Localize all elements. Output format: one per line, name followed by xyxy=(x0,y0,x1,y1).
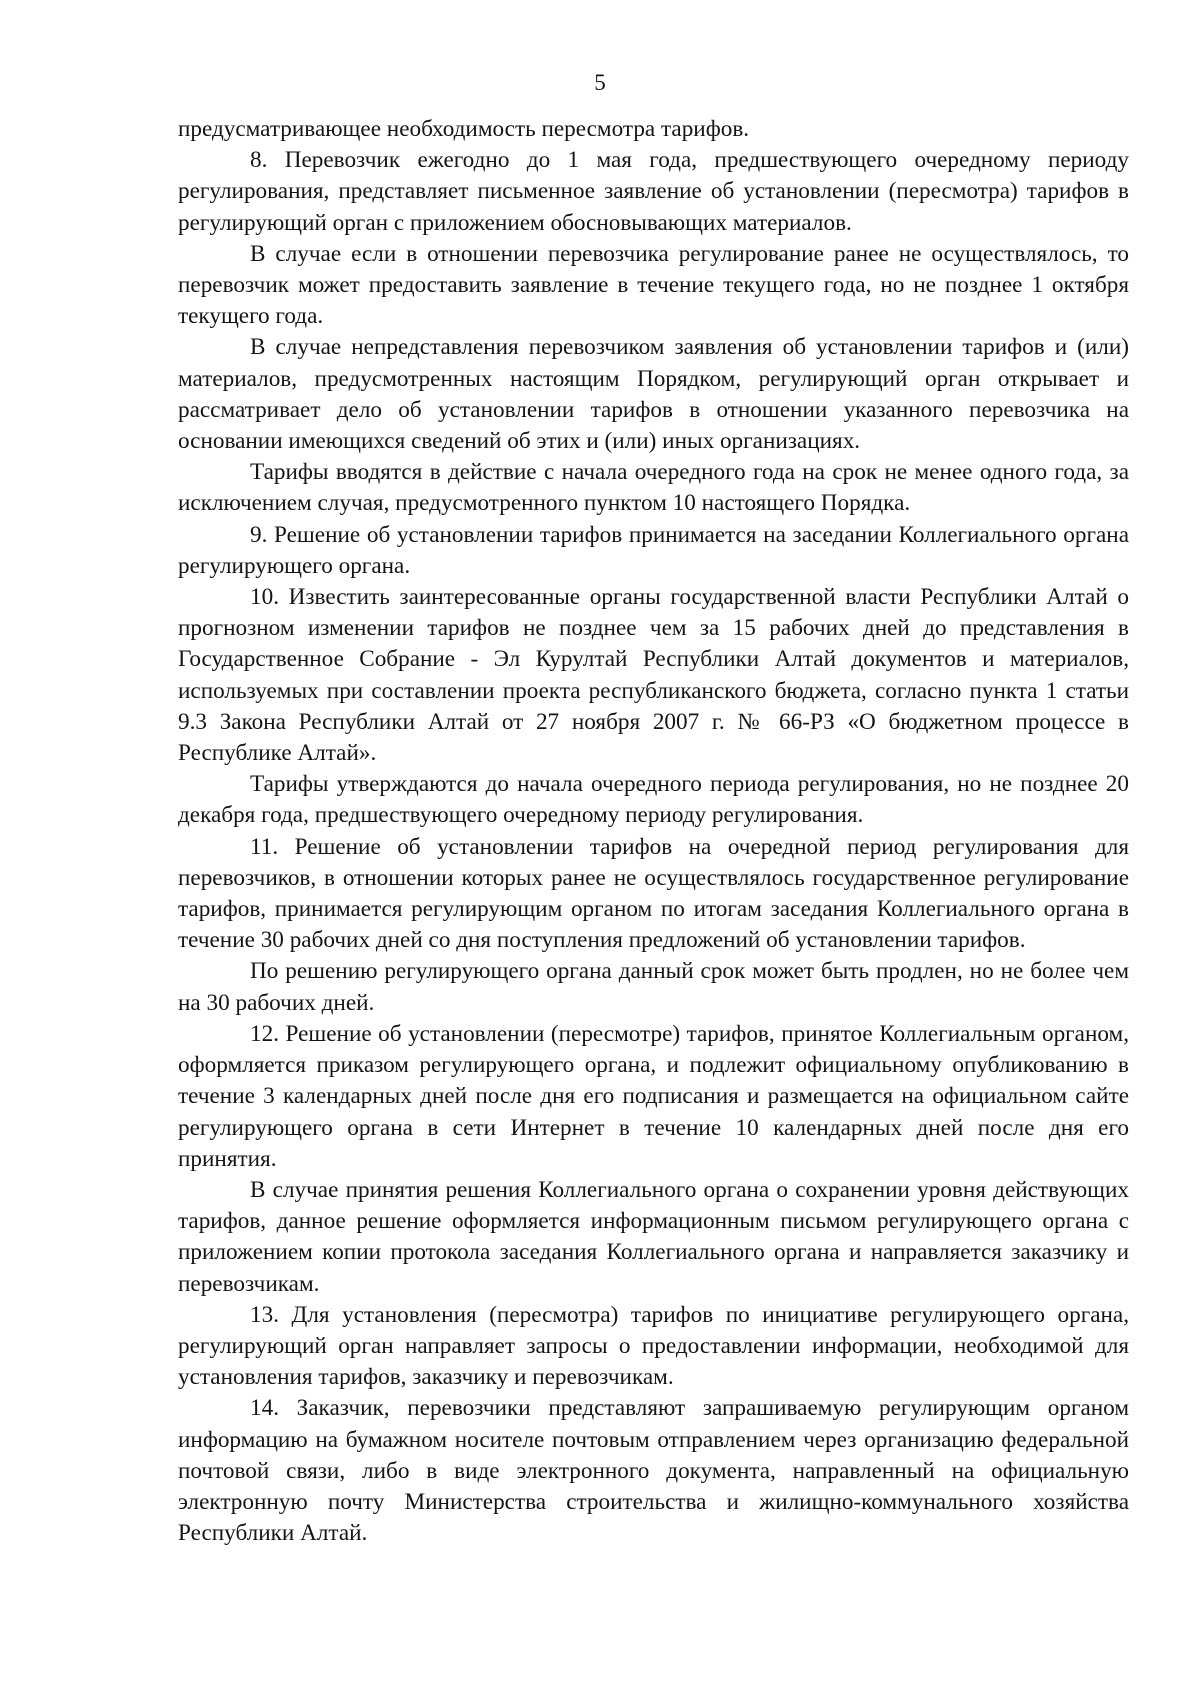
paragraph-item-13: 13. Для установления (пересмотра) тарифов по инициативе регулирующего органа, регулирующий орган направляет запросы о предоставлении информации, необходимой для установления тарифов, заказчику и перевозчикам. xyxy=(178,1301,1129,1391)
paragraph-item-11-extension: По решению регулирующего органа данный срок может быть продлен, но не более чем на 30 рабочих дней. xyxy=(178,958,1129,1016)
paragraph-item-8-no-application: В случае непредставления перевозчиком заявления об установлении тарифов и (или) материалов, предусмотренных настоящим Порядком, регулирующий орган открывает и рассматривает дело об установлении тарифов в отношении указанного перевозчика на основании имеющихся сведений об этих и (или) иных организациях. xyxy=(178,334,1129,455)
paragraph-item-8: 8. Перевозчик ежегодно до 1 мая года, предшествующего очередному периоду регулирования, представляет письменное заявление об установлении (пересмотра) тарифов в регулирующий орган с приложением обосновывающих материалов. xyxy=(178,147,1129,236)
paragraph-item-10-approval-deadline: Тарифы утверждаются до начала очередного периода регулирования, но не позднее 20 декабря года, предшествующего очередному периоду регулирования. xyxy=(178,771,1129,829)
paragraph-item-12: 12. Решение об установлении (пересмотре) тарифов, принятое Коллегиальным органом, оформляется приказом регулирующего органа, и подлежит официальному опубликованию в течение 3 календарных дней после дня его подписания и размещается на официальном сайте регулирующего органа в сети Интернет в течение 10 календарных дней после дня его принятия. xyxy=(178,1020,1129,1172)
paragraph-item-12-retention: В случае принятия решения Коллегиального органа о сохранении уровня действующих тарифов, данное решение оформляется информационным письмом регулирующего органа с приложением копии протокола заседания Коллегиального органа и направляется заказчику и перевозчикам. xyxy=(178,1176,1129,1297)
document-body xyxy=(178,114,1129,1549)
paragraph-item-9: 9. Решение об установлении тарифов принимается на заседании Коллегиального органа регулирующего органа. xyxy=(178,521,1129,579)
page-number: 5 xyxy=(594,70,606,95)
paragraph-item-10: 10. Известить заинтересованные органы государственной власти Республики Алтай о прогнозном изменении тарифов не позднее чем за 15 рабочих дней до представления в Государственное Собрание - Эл Курултай Республики Алтай документов и материалов, используемых при составлении проекта республиканского бюджета, согласно пункта 1 статьи 9.3 Закона Республики Алтай от 27 ноября 2007 г. № 66-РЗ «О бюджетном процессе в Республике Алтай». xyxy=(178,584,1129,767)
paragraph-continuation: предусматривающее необходимость пересмотра тарифов. xyxy=(178,116,750,142)
paragraph-item-8-no-prior-regulation: В случае если в отношении перевозчика регулирование ранее не осуществлялось, то перевозчик может предоставить заявление в течение текущего года, но не позднее 1 октября текущего года. xyxy=(178,240,1129,330)
paragraph-item-8-tariff-effect: Тарифы вводятся в действие с начала очередного года на срок не менее одного года, за исключением случая, предусмотренного пунктом 10 настоящего Порядка. xyxy=(178,459,1129,517)
paragraph-item-11: 11. Решение об установлении тарифов на очередной период регулирования для перевозчиков, в отношении которых ранее не осуществлялось государственное регулирование тарифов, принимается регулирующим органом по итогам заседания Коллегиального органа в течение 30 рабочих дней со дня поступления предложений об установлении тарифов. xyxy=(178,833,1129,954)
paragraph-item-14: 14. Заказчик, перевозчики представляют запрашиваемую регулирующим органом информацию на бумажном носителе почтовым отправлением через организацию федеральной почтовой связи, либо в виде электронного документа, направленный на официальную электронную почту Министерства строительства и жилищно-коммунального хозяйства Республики Алтай. xyxy=(178,1395,1129,1547)
